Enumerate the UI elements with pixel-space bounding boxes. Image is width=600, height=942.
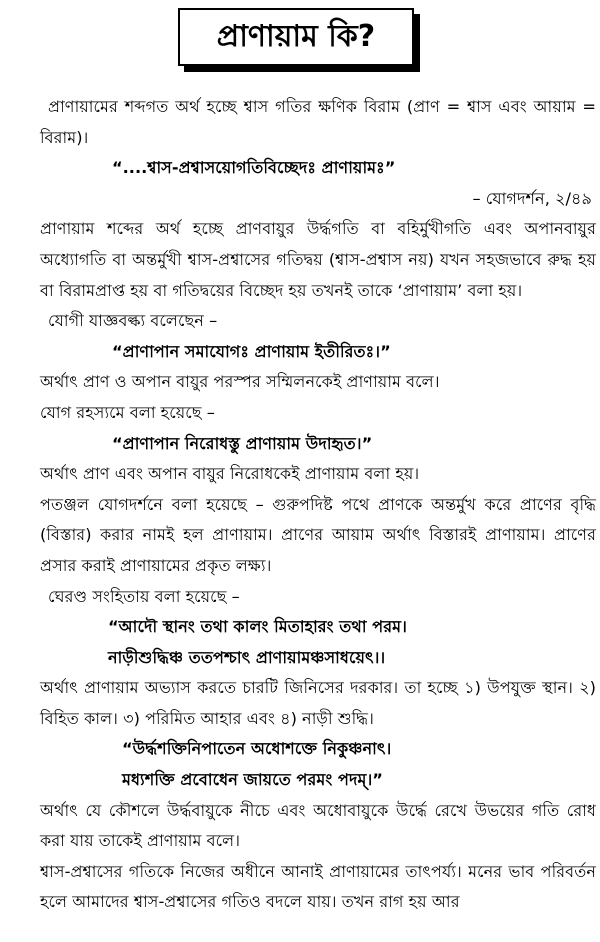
paragraph-definition: প্রাণায়ামের শব্দগত অর্থ হচ্ছে শ্বাস গতির ক্ষণিক বিরাম (প্রাণ = শ্বাস এবং আয়াম = বিরাম)। [40, 97, 596, 147]
paragraph-shakti-meaning: অর্থাৎ যে কৌশলে উর্দ্ধবায়ুকে নীচে এবং অধোবায়ুকে উর্দ্ধে রেখে উভয়ের গতি রোধ করা যায় তাকেই প্রাণায়াম বলে। [40, 800, 596, 851]
paragraph-significance: শ্বাস-প্রশ্বাসের গতিকে নিজের অধীনে আনাই প্রাণায়ামের তাৎপর্য্য। মনের ভাব পরিবর্তন হলে আমাদের শ্বাস-প্রশ্বাসের গতিও বদলে যায়। তখন রাগ হয় আর [40, 861, 596, 912]
paragraph-yoga-rahasya-meaning: অর্থাৎ প্রাণ এবং অপান বায়ুর নিরোধকেই প্রাণায়াম বলা হয়। [40, 464, 420, 484]
quote-yogadarshan: “....শ্বাস-প্রশ্বাসয়োগতিবিচ্ছেদঃ প্রাণায়ামঃ” [112, 158, 396, 178]
page-title-frame [178, 8, 414, 66]
paragraph-yoga-rahasya: যোগ রহস্যমে বলা হয়েছে – [40, 402, 215, 422]
paragraph-gheranda: ঘেরণ্ড সংহিতায় বলা হয়েছে – [48, 586, 240, 606]
document-body [40, 92, 596, 918]
page-title: প্রাণায়াম কি? [178, 8, 414, 66]
quote-gheranda-line1: “আদৌ স্থানং তথা কালং মিতাহারং তথা পরম। [108, 617, 407, 637]
paragraph-gheranda-meaning: অর্থাৎ প্রাণায়াম অভ্যাস করতে চারটি জিনিসের দরকার। তা হচ্ছে ১) উপযুক্ত স্থান। ২) বিহিত কাল। ৩) পরিমিত আহার এবং ৪) নাড়ী শুদ্ধি। [40, 678, 596, 728]
quote-shakti-line2: মধ্যশক্তি প্রবোধেন জায়তে পরমং পদম্।” [122, 770, 383, 790]
quote-gheranda-line2: নাড়ীশুদ্ধিঞ্চ ততপশ্চাৎ প্রাণায়ামঞ্চসাধয়েৎ।। [108, 647, 386, 667]
quote-shakti-line1: “উর্দ্ধশক্তিনিপাতেন অধোশক্তে নিকুঞ্চনাৎ। [122, 739, 392, 759]
paragraph-yajnavalkya: যোগী যাজ্ঞবল্ক্য বলেছেন – [48, 311, 218, 331]
quote-yoga-rahasya: “প্রাণাপান নিরোধস্তু প্রাণায়াম উদাহৃত।” [112, 433, 373, 453]
paragraph-meaning: প্রাণায়াম শব্দের অর্থ হচ্ছে প্রাণবায়ুর উর্দ্ধগতি বা বহির্মুখীগতি এবং অপানবায়ুর অধ্যোগতি বা অন্তর্মুখী শ্বাস-প্রশ্বাসের গতিদ্বয় (শ্বাস-প্রশ্বাস নয়) যখন সহজভাবে রুদ্ধ হয় বা বিরামপ্রাপ্ত হয় বা গতিদ্বয়ের বিচ্ছেদ হয় তখনই তাকে ‘প্রাণায়াম’ বলা হয়। [40, 219, 596, 300]
paragraph-yajnavalkya-meaning: অর্থাৎ প্রাণ ও অপান বায়ুর পরস্পর সম্মিলনকেই প্রাণায়াম বলে। [40, 372, 440, 392]
paragraph-patanjali: পতঞ্জল যোগদর্শনে বলা হয়েছে – গুরুপদিষ্ট পথে প্রাণকে অন্তর্মুখ করে প্রাণের বৃদ্ধি (বিস্তার) করার নামই হল প্রাণায়াম। প্রাণের আয়াম অর্থাৎ বিস্তারই প্রাণায়াম। প্রাণের প্রসার করাই প্রাণায়ামের প্রকৃত লক্ষ্য। [40, 494, 596, 575]
quote-yajnavalkya: “প্রাণাপান সমাযোগঃ প্রাণায়াম ইতীরিতঃ।” [112, 341, 391, 361]
quote-source: – যোগদর্শন, ২/৪৯ [472, 188, 592, 208]
